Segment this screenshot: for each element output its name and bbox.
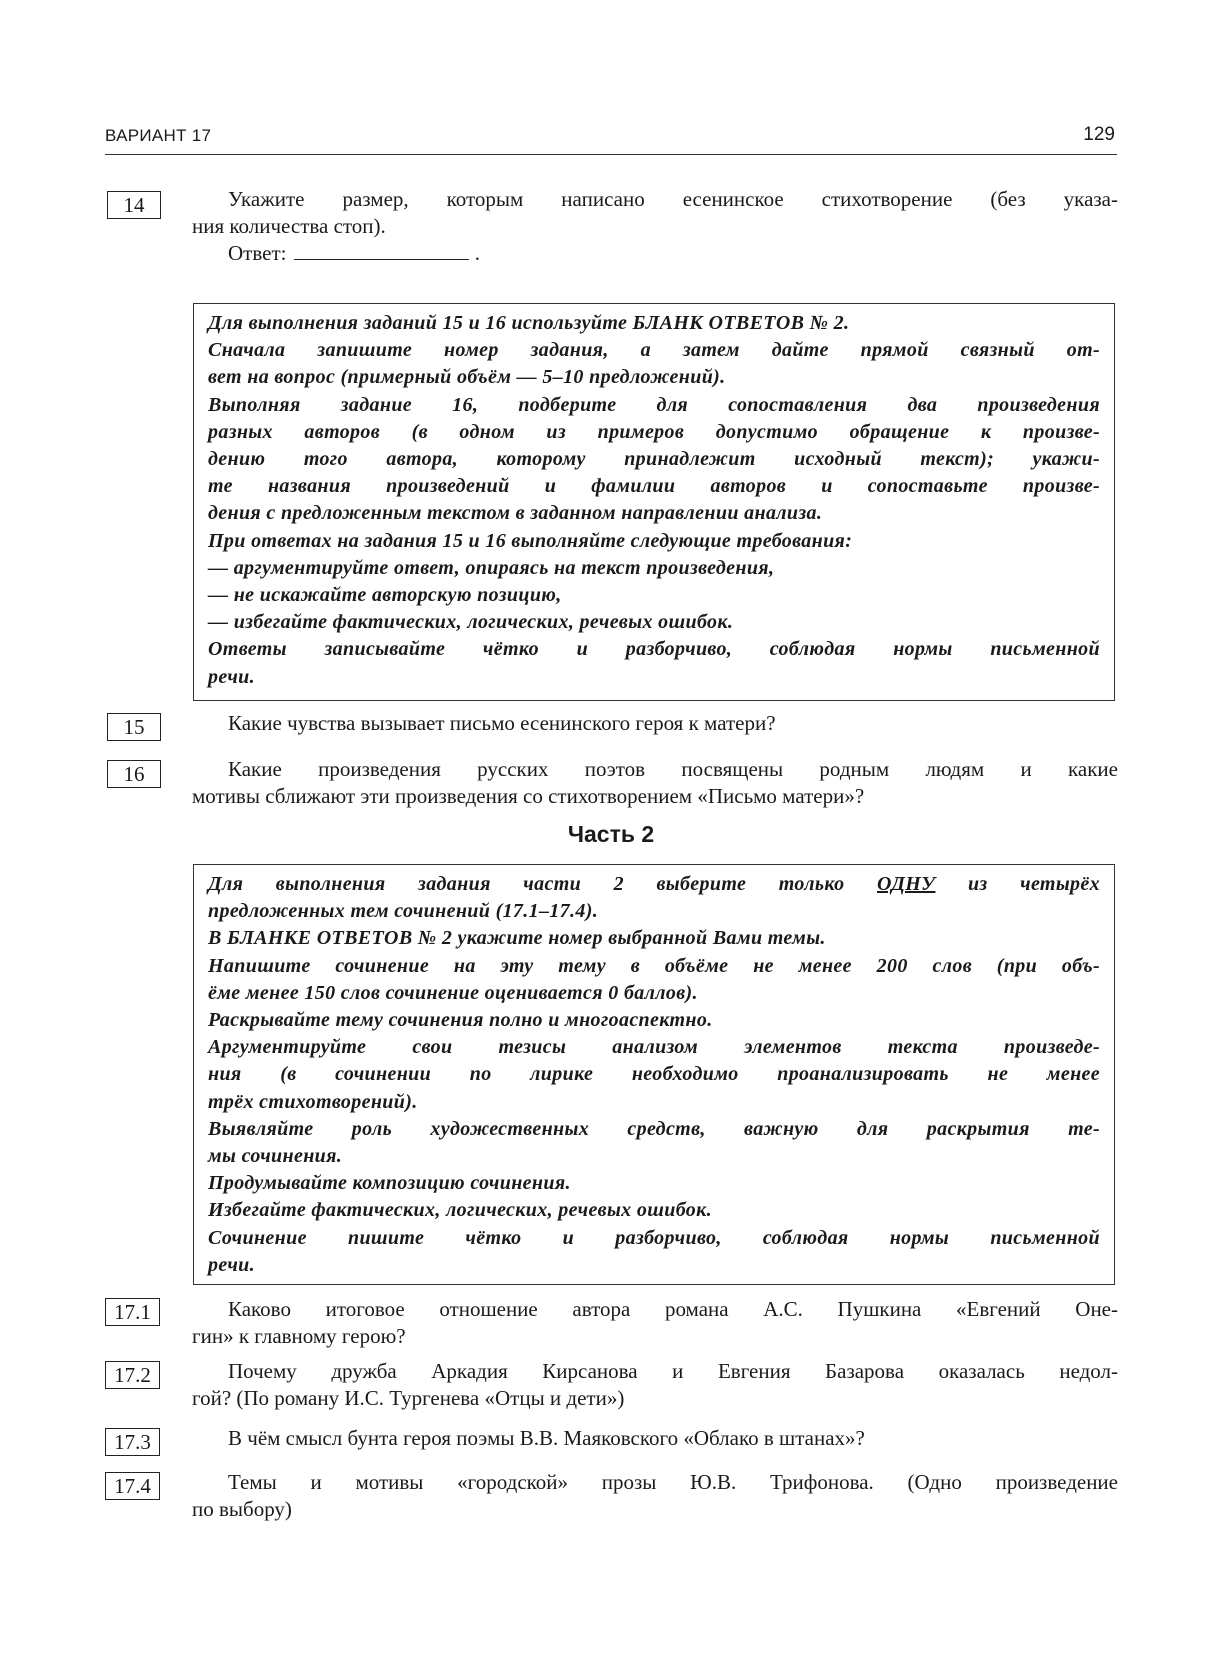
- part-2-instruction-line-13: Избегайте фактических, логических, речевых ошибок.: [208, 1199, 712, 1222]
- task-number-16: 16: [107, 760, 161, 788]
- instr-text-after: из четырёх: [935, 873, 1100, 895]
- task-17-4-line-2: по выбору): [192, 1497, 292, 1521]
- task-17-1-text: [192, 1296, 1118, 1350]
- instruction-15-16-line-10: — аргументируйте ответ, опираясь на текст произведения,: [208, 556, 775, 579]
- instruction-15-16-line-9: При ответах на задания 15 и 16 выполняйте следующие требования:: [208, 529, 853, 552]
- part-2-title: Часть 2: [567, 821, 655, 847]
- task-17-2-text: [192, 1358, 1118, 1412]
- task-17-1-line-1: Каково итоговое отношение автора романа А.С. Пушкина «Евгений Оне-: [228, 1297, 1118, 1321]
- task-14-line-1: Укажите размер, которым написано есенинское стихотворение (без указа-: [228, 187, 1118, 211]
- task-number-17-1: 17.1: [105, 1298, 160, 1326]
- instruction-15-16-line-1: Для выполнения заданий 15 и 16 используйте БЛАНК ОТВЕТОВ № 2.: [208, 312, 850, 334]
- task-17-3-text: [192, 1425, 1118, 1452]
- task-16-text: [192, 756, 1118, 810]
- part-2-instruction-line-8: ния (в сочинении по лирике необходимо проанализировать не менее: [208, 1063, 1100, 1086]
- part-2-instruction-line-14: Сочинение пишите чётко и разборчиво, соблюдая нормы письменной: [208, 1226, 1100, 1249]
- instructions-box-part-2: [193, 864, 1115, 1285]
- task-number-17-3: 17.3: [105, 1428, 160, 1456]
- page-header: [105, 124, 1117, 155]
- part-2-instruction-line-15: речи.: [208, 1253, 255, 1276]
- part-2-instruction-line-4: Напишите сочинение на эту тему в объёме не менее 200 слов (при объ-: [208, 954, 1100, 977]
- task-17-4-line-1: Темы и мотивы «городской» прозы Ю.В. Трифонова. (Одно произведение: [228, 1470, 1118, 1494]
- task-16-line-2: мотивы сближают эти произведения со стихотворением «Письмо матери»?: [192, 784, 865, 808]
- task-17-2-line-1: Почему дружба Аркадия Кирсанова и Евгения Базарова оказалась недол-: [228, 1359, 1118, 1383]
- part-2-instruction-line-10: Выявляйте роль художественных средств, важную для раскрытия те-: [208, 1117, 1100, 1140]
- instr-underlined-word: ОДНУ: [876, 873, 936, 895]
- task-14-line-2: ния количества стоп).: [192, 214, 386, 238]
- part-2-instruction-line-3: В БЛАНКЕ ОТВЕТОВ № 2 укажите номер выбранной Вами темы.: [208, 927, 826, 950]
- task-17-4-text: [192, 1469, 1118, 1523]
- instruction-15-16-line-11: — не искажайте авторскую позицию,: [208, 584, 562, 607]
- part-2-instruction-line-11: мы сочинения.: [208, 1145, 343, 1168]
- task-15-text: [192, 710, 1118, 737]
- page-number: 129: [1083, 124, 1115, 145]
- task-number-17-2: 17.2: [105, 1361, 160, 1389]
- instruction-15-16-line-2: Сначала запишите номер задания, а затем дайте прямой связный от-: [208, 339, 1100, 362]
- task-17-2-line-2: гой? (По роману И.С. Тургенева «Отцы и дети»): [192, 1386, 625, 1410]
- instruction-15-16-line-12: — избегайте фактических, логических, речевых ошибок.: [208, 611, 734, 634]
- task-14-text: [192, 186, 1118, 240]
- task-17-3-line-1: В чём смысл бунта героя поэмы В.В. Маяковского «Облако в штанах»?: [228, 1426, 865, 1450]
- instruction-15-16-line-13: Ответы записывайте чётко и разборчиво, соблюдая нормы письменной: [208, 638, 1100, 661]
- instruction-15-16-line-7: те названия произведений и фамилии авторов и сопоставьте произве-: [208, 475, 1100, 498]
- answer-line[interactable]: [294, 245, 469, 260]
- instruction-15-16-line-6: дению того автора, которому принадлежит исходный текст); укажи-: [208, 448, 1100, 471]
- task-number-14: 14: [107, 191, 161, 219]
- part-2-instruction-line-6: Раскрывайте тему сочинения полно и многоаспектно.: [208, 1009, 713, 1032]
- part-2-instruction-line-9: трёх стихотворений).: [208, 1090, 418, 1113]
- instruction-15-16-line-5: разных авторов (в одном из примеров допустимо обращение к произве-: [208, 420, 1100, 443]
- part-2-instruction-line-12: Продумывайте композицию сочинения.: [208, 1172, 571, 1195]
- answer-label: Ответ:: [228, 241, 287, 265]
- instruction-15-16-line-14: речи.: [208, 665, 255, 688]
- instr-text-before: Для выполнения задания части 2 выберите только: [208, 873, 877, 895]
- instruction-15-16-line-8: дения с предложенным текстом в заданном направлении анализа.: [208, 502, 823, 525]
- task-number-15: 15: [107, 713, 161, 741]
- part-2-instruction-line-1: [208, 871, 1100, 898]
- task-16-line-1: Какие произведения русских поэтов посвящены родным людям и какие: [228, 757, 1118, 781]
- part-2-instruction-line-2: предложенных тем сочинений (17.1–17.4).: [208, 900, 599, 923]
- answer-end: .: [474, 241, 480, 265]
- instruction-15-16-line-4: Выполняя задание 16, подберите для сопоставления два произведения: [208, 393, 1100, 416]
- variant-title: ВАРИАНТ 17: [105, 126, 212, 145]
- task-15-line-1: Какие чувства вызывает письмо есенинского героя к матери?: [228, 711, 776, 735]
- answer-field[interactable]: [228, 241, 480, 266]
- part-2-instruction-line-7: Аргументируйте свои тезисы анализом элементов текста произведе-: [208, 1036, 1100, 1059]
- part-2-instruction-line-5: ёме менее 150 слов сочинение оценивается 0 баллов).: [208, 981, 698, 1004]
- instruction-15-16-line-3: вет на вопрос (примерный объём — 5–10 предложений).: [208, 366, 726, 389]
- task-17-1-line-2: гин» к главному герою?: [192, 1324, 406, 1348]
- task-number-17-4: 17.4: [105, 1472, 160, 1500]
- instructions-box-15-16: [193, 303, 1115, 701]
